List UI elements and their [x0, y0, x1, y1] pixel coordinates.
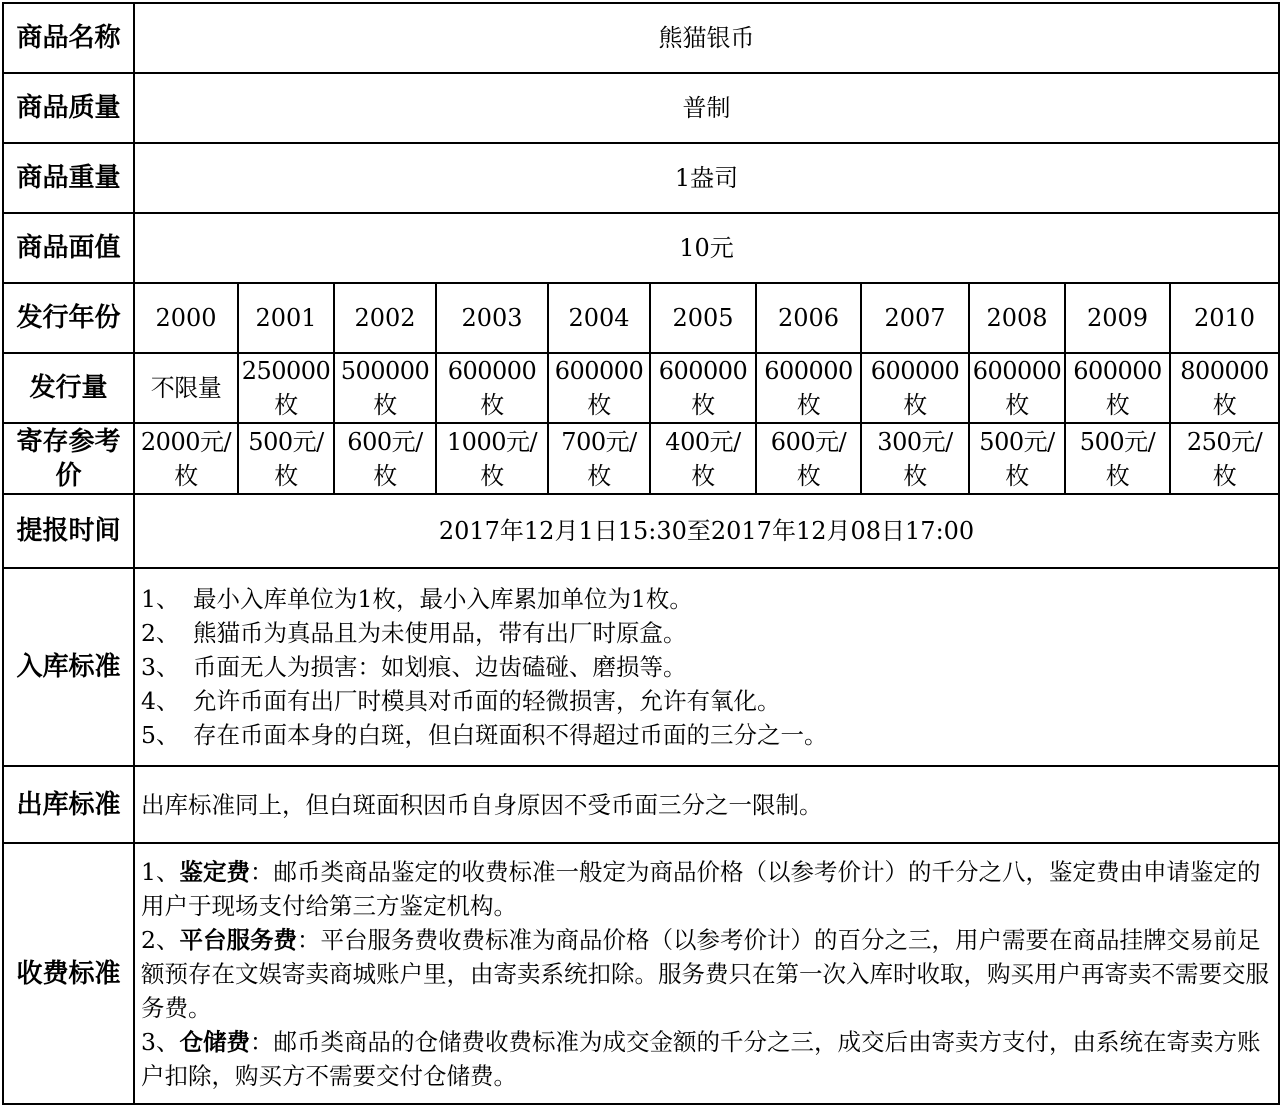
list-item-text: 最小入库单位为1枚，最小入库累加单位为1枚。	[193, 585, 693, 613]
list-item-number: 4、	[141, 687, 180, 715]
row-product-quality	[3, 73, 1279, 143]
year-cell: 2010	[1170, 283, 1279, 353]
mintage-cell: 600000 枚	[756, 353, 861, 423]
mintage-cell: 600000 枚	[969, 353, 1065, 423]
row-outbound-standard	[3, 766, 1279, 843]
year-cell: 2009	[1065, 283, 1170, 353]
label-submit-time: 提报时间	[3, 494, 134, 568]
fee-item-number: 2、	[141, 925, 180, 954]
fee-item-title: 仓储费	[179, 1027, 250, 1056]
row-issue-year	[3, 283, 1279, 353]
row-product-name	[3, 3, 1279, 73]
mintage-cell: 600000 枚	[548, 353, 650, 423]
year-cell: 2004	[548, 283, 650, 353]
year-cell: 2000	[134, 283, 238, 353]
mintage-cell: 600000 枚	[1065, 353, 1170, 423]
fee-item-colon: ：	[249, 1027, 274, 1056]
mintage-cell: 不限量	[134, 353, 238, 423]
label-issue-year: 发行年份	[3, 283, 134, 353]
list-item-text: 熊猫币为真品且为未使用品，带有出厂时原盒。	[193, 619, 687, 647]
coin-info-table	[2, 2, 1280, 1105]
reference-price-cell: 700元/ 枚	[548, 423, 650, 494]
label-reference-price-line1: 寄存参考	[16, 426, 121, 457]
fee-item-number: 1、	[141, 857, 180, 886]
year-cell: 2008	[969, 283, 1065, 353]
year-cell: 2006	[756, 283, 861, 353]
fee-item-title: 平台服务费	[179, 925, 297, 954]
year-cell: 2001	[238, 283, 334, 353]
mintage-cell: 600000 枚	[436, 353, 548, 423]
list-item	[141, 684, 1272, 718]
row-storage-standard	[3, 568, 1279, 766]
list-item-text: 允许币面有出厂时模具对币面的轻微损害，允许有氧化。	[193, 687, 781, 715]
value-product-quality: 普制	[134, 73, 1279, 143]
reference-price-cell: 400元/ 枚	[650, 423, 756, 494]
mintage-cell: 600000 枚	[650, 353, 756, 423]
fee-item-number: 3、	[141, 1027, 180, 1056]
row-submit-time	[3, 494, 1279, 568]
reference-price-cell: 500元/ 枚	[1065, 423, 1170, 494]
list-item	[141, 582, 1272, 616]
fee-item-title: 鉴定费	[179, 857, 250, 886]
reference-price-cell: 300元/ 枚	[861, 423, 969, 494]
label-product-quality: 商品质量	[3, 73, 134, 143]
list-item-text: 存在币面本身的白斑，但白斑面积不得超过币面的三分之一。	[193, 721, 828, 749]
value-submit-time: 2017年12月1日15:30至2017年12月08日17:00	[134, 494, 1279, 568]
value-face-value: 10元	[134, 213, 1279, 283]
label-reference-price-line2: 价	[55, 460, 82, 491]
fee-item-platform-service	[141, 923, 1272, 1025]
reference-price-cell: 500元/ 枚	[969, 423, 1065, 494]
fee-item-colon: ：	[296, 925, 321, 954]
label-face-value: 商品面值	[3, 213, 134, 283]
fee-standard-list	[134, 843, 1279, 1104]
storage-standard-list	[134, 568, 1279, 766]
reference-price-cell: 600元/ 枚	[756, 423, 861, 494]
mintage-cell: 800000 枚	[1170, 353, 1279, 423]
fee-item-text: 邮币类商品的仓储费收费标准为成交金额的千分之三，成交后由寄卖方支付，由系统在寄卖方账户扣除，购买方不需要交付仓储费。	[141, 1027, 1261, 1090]
row-fee-standard	[3, 843, 1279, 1104]
list-item-number: 3、	[141, 653, 180, 681]
fee-item-appraisal	[141, 855, 1272, 923]
year-cell: 2003	[436, 283, 548, 353]
fee-item-colon: ：	[249, 857, 274, 886]
reference-price-cell: 600元/ 枚	[334, 423, 436, 494]
reference-price-cell: 500元/ 枚	[238, 423, 334, 494]
list-item	[141, 616, 1272, 650]
reference-price-cell: 1000元/ 枚	[436, 423, 548, 494]
list-item-text: 币面无人为损害：如划痕、边齿磕碰、磨损等。	[193, 653, 687, 681]
label-mintage: 发行量	[3, 353, 134, 423]
label-fee-standard: 收费标准	[3, 843, 134, 1104]
year-cell: 2005	[650, 283, 756, 353]
reference-price-cell: 2000元/ 枚	[134, 423, 238, 494]
list-item-number: 2、	[141, 619, 180, 647]
value-product-weight: 1盎司	[134, 143, 1279, 213]
mintage-cell: 500000 枚	[334, 353, 436, 423]
fee-item-text: 邮币类商品鉴定的收费标准一般定为商品价格（以参考价计）的千分之八，鉴定费由申请鉴定的用户于现场支付给第三方鉴定机构。	[141, 857, 1261, 920]
fee-item-storage	[141, 1025, 1272, 1093]
list-item	[141, 718, 1272, 752]
value-outbound-standard: 出库标准同上，但白斑面积因币自身原因不受币面三分之一限制。	[134, 766, 1279, 843]
list-item-number: 1、	[141, 585, 180, 613]
row-face-value	[3, 213, 1279, 283]
reference-price-cell: 250元/ 枚	[1170, 423, 1279, 494]
row-mintage	[3, 353, 1279, 423]
list-item	[141, 650, 1272, 684]
mintage-cell: 250000 枚	[238, 353, 334, 423]
year-cell: 2007	[861, 283, 969, 353]
year-cell: 2002	[334, 283, 436, 353]
label-product-name: 商品名称	[3, 3, 134, 73]
label-reference-price	[3, 423, 134, 494]
row-product-weight	[3, 143, 1279, 213]
mintage-cell: 600000 枚	[861, 353, 969, 423]
value-product-name: 熊猫银币	[134, 3, 1279, 73]
row-reference-price	[3, 423, 1279, 494]
list-item-number: 5、	[141, 721, 180, 749]
label-outbound-standard: 出库标准	[3, 766, 134, 843]
fee-item-text: 平台服务费收费标准为商品价格（以参考价计）的百分之三，用户需要在商品挂牌交易前足额预存在文娱寄卖商城账户里，由寄卖系统扣除。服务费只在第一次入库时收取，购买用户再寄卖不需要交服务费。	[141, 925, 1269, 1022]
label-storage-standard: 入库标准	[3, 568, 134, 766]
label-product-weight: 商品重量	[3, 143, 134, 213]
